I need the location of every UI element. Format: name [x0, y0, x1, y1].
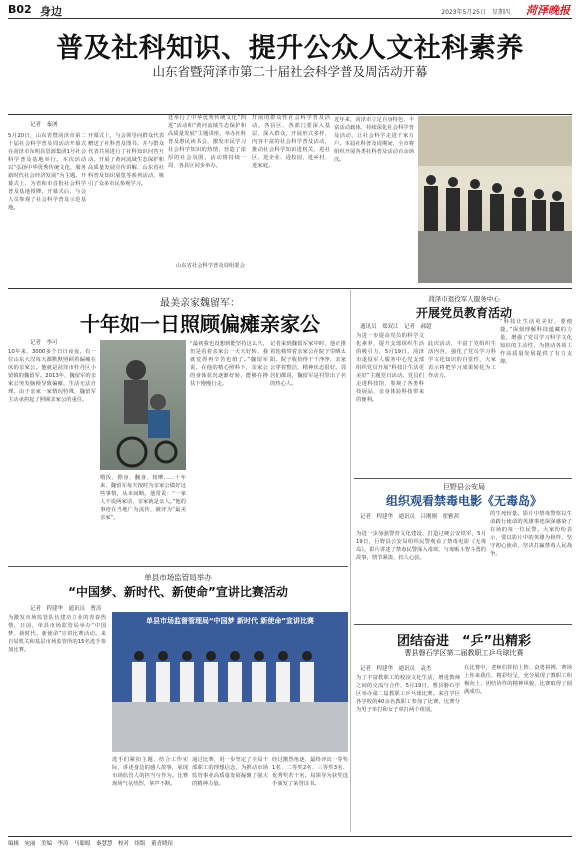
- newspaper-logo: 菏泽晚报: [526, 4, 570, 17]
- lead-subheadline: 山东省暨菏泽市第二十届社会科学普及周活动开幕: [152, 64, 428, 79]
- lead-photo: [418, 116, 572, 283]
- lead-column-3: 还举行了中华优秀传统文化“四进”活动和“黄河流域生态保护和高质量发展”主题讲座，举办社科普及惠民读书会，激发市民学习社会科学知识的热情，营造了浓厚的社会氛围。活动将持续一周，各县区同步举办。: [168, 115, 246, 169]
- lead-headline: 普及社科知识、提升公众人文社科素养: [56, 33, 524, 64]
- section-name: 身边: [40, 5, 62, 18]
- story1-column-4: 记者来到魏留军家中时，他正推着轮椅带着亲家公在院子里晒太阳。院子收拾得干干净净，亲家公穿着整洁，精神状态很好。邻居们都说，魏留军是村里出了名的热心人。: [270, 341, 346, 387]
- story5-column-2: 在比赛中，老师们挥拍上阵、奋勇拼搏，赛场上你来我往，精彩纷呈，充分展现了教职工积极向上、团结协作的精神风貌，比赛取得了圆满成功。: [464, 665, 572, 695]
- page-header: [8, 3, 572, 19]
- story2-column-3: “科技让生活更美好，要便捷。”深刻理解科技蕴藏的力量，增强了党员学习科学文化知识的主动性，为推动各项工作高质量发展提供了有力支撑。: [500, 319, 572, 365]
- issue-date: 2023年5月25日 星期四: [441, 9, 510, 16]
- story4-column-4: 经过激烈角逐，最终评出一等奖1名、二等奖2名、三等奖3名、优秀奖若干名。局领导为获奖选手颁发了荣誉证书。: [272, 757, 348, 787]
- story1-photo: [100, 340, 186, 470]
- lead-photo-figures: [418, 116, 572, 283]
- page-footer: 编辑 宛丽 美编 李涛 马聪聪 秦慧慧 校对 组版 董青晓瑄: [8, 836, 572, 847]
- lead-sign: 山东省社会科学普及周组委会: [176, 263, 245, 269]
- story1-kicker: 最美亲家魏留军：: [160, 298, 240, 309]
- story3-column-1: 为进一步加强警营文化建设，打造过硬公安铁军，5月19日，巨野县公安局组织民警观看了禁毒电影《无毒岛》。影片讲述了禁毒民警深入毒窝、与毒贩斗智斗勇的故事，情节紧凑，扣人心弦。: [356, 531, 486, 561]
- story4-kicker: 单县市场监管局举办: [144, 573, 212, 582]
- story4-column-2: 选手们紧扣主题，结合工作实际，讲述身边的感人故事，展现市场监管人的担当与作为。比赛现场气氛热烈，掌声不断。: [112, 757, 188, 787]
- story5-column-1: 为了丰富教职工的校园文化生活，增进教师之间的交流与合作，5月19日，曹县磐石学区举办第二届教职工乒乓球比赛。来自学区各学校的40余名教职工参加了比赛。比赛分为男子单打和女子单打两个组别。: [356, 675, 460, 713]
- story5-byline: 记者 程建华 通讯员 袁杰: [360, 666, 432, 672]
- story2-kicker: 菏泽市退役军人服务中心: [428, 295, 500, 303]
- story4-photo: [112, 612, 348, 752]
- story2-divider: [354, 478, 572, 479]
- story4-column-3: 通过比赛，进一步坚定了全局干部职工的理想信念，为推动市场监管事业高质量发展凝聚了强大的精神力量。: [192, 757, 268, 787]
- story2-column-1: 为进一步提高党员的科学文化素养，提升支部组织生活的吸引力，5月19日，菏泽市退役军人服务中心党支部组织党员开展“科技让生活更美好”主题党日活动。党员们走进科技馆，参观了各类科技展品，亲身体验科技带来的便利。: [356, 333, 424, 403]
- story1-headline: 十年如一日照顾偏瘫亲家公: [80, 312, 320, 336]
- story2-byline: 通讯员 郑双江 记者 郝超: [360, 324, 432, 330]
- lead-column-1: 5月20日，山东省暨菏泽市第二十届社会科学普及周活动开幕式在菏泽市东明县思源集团1号社会科学普及基地举行。本次活动以“弘扬中华优秀传统文化，服务新时代社会经济发展”为主题。开幕式上，为省和市首批社会科学普及基地授牌。开幕式后，与会人员参观了社会科学普及示范基地。: [8, 133, 86, 211]
- lead-column-2: 开幕式上，与会领导向群众代表赠送了社科普及图书，并与群众代表共同进行了社科知识问答互动。开展了黄河流域生态保护和高质量发展宣传讲解、山东省社科普及知识展览等系列活动，吸引了众多市民参观学习。: [88, 133, 164, 187]
- story1-divider: [8, 566, 348, 567]
- section-divider-1: [8, 288, 572, 289]
- lead-column-5: 近年来，菏泽市立足自身特色，丰富活动载体，持续深化社会科学普及活动，让社会科学走进千家万户。本届社科普及周期间，全市将组织开展各类社科普及活动百余场次。: [334, 117, 414, 163]
- story3-headline: 组织观看禁毒电影《无毒岛》: [385, 494, 542, 508]
- story3-column-2: 的生死较量。影片中禁毒警察以生命践行使命的英雄事迹深深感染了在场的每一位民警。大家纷纷表示，要以影片中的英雄为榜样，坚守初心使命，坚决打赢禁毒人民战争。: [490, 511, 572, 557]
- story1-photo-figures: [100, 340, 186, 470]
- story3-byline: 记者 程建华 通讯员 吕刚刚 翟雅茜: [360, 514, 460, 520]
- photo-banner-text: 单县市场监督管理局“中国梦 新时代 新使命”宣讲比赛: [145, 617, 315, 625]
- column-rule: [350, 290, 351, 832]
- story5-subheadline: 曹县磐石学区第二届教职工乒乓球比赛: [404, 649, 524, 657]
- story1-column-2: 喂饭、擦身、翻身、按摩……十年来，魏留军每天按时为亲家公做好这些事情，从未间断。他常说：“一家人不说两家话，亲家就是亲人。”他的事迹在当地广为流传，被评为“最美亲家”。: [100, 475, 186, 521]
- story3-divider: [354, 624, 572, 625]
- story2-column-2: 此次活动，丰富了党组织生活内容，强化了党员学习科学文化知识的自觉性，大家表示将把学习成果转化为工作动力。: [428, 341, 496, 379]
- story4-column-1: 为激发市场监管队伍建功立业的青春热情，日前，单县市场监管局举办“中国梦、新时代、新使命”宣讲比赛活动。来自局机关和基层市场监管所的15名选手参加比赛。: [8, 615, 106, 653]
- story4-photo-figures: [112, 612, 348, 752]
- story1-column-3: “最初我也没想到能坚持这么久，但是看着亲家公一天天好转，我就觉得再辛苦也值了。”魏留军说。在他的精心照料下，亲家公的身体状况逐渐好转，能够在搀扶下慢慢行走。: [190, 341, 268, 387]
- story3-kicker: 巨野县公安局: [443, 483, 485, 491]
- story2-headline: 开展党员教育活动: [415, 306, 512, 320]
- story4-headline: “中国梦、新时代、新使命”宣讲比赛活动: [68, 585, 288, 599]
- story4-byline: 记者 程建华 通讯员 曹涛: [30, 606, 102, 612]
- story1-column-1: 10年来，3000多个日日夜夜，有一位山东大汉每天都默默照顾着偏瘫在床的亲家公。他就是菏泽市牡丹区小留镇的魏留军。2013年，魏留军的亲家公突发脑梗导致偏瘫，生活无法自理。由于亲家一家情况特殊，魏留军主动承担起了照顾亲家公的重任。: [8, 349, 96, 403]
- story1-byline: 记者 李可: [30, 340, 58, 346]
- lead-column-4: 开展的群众性社会科学普及活动。各县区、各部门要深入基层、深入群众，开展形式多样、内容丰富的社会科学普及活动，推动社会科学知识进机关、进社区、进企业、进校园、进乡村、进家庭。: [252, 115, 330, 169]
- story5-headline: 团结奋进 “乒”出精彩: [396, 634, 532, 649]
- lead-byline: 记者 秦湧: [30, 122, 58, 128]
- page-number: B02: [8, 3, 32, 16]
